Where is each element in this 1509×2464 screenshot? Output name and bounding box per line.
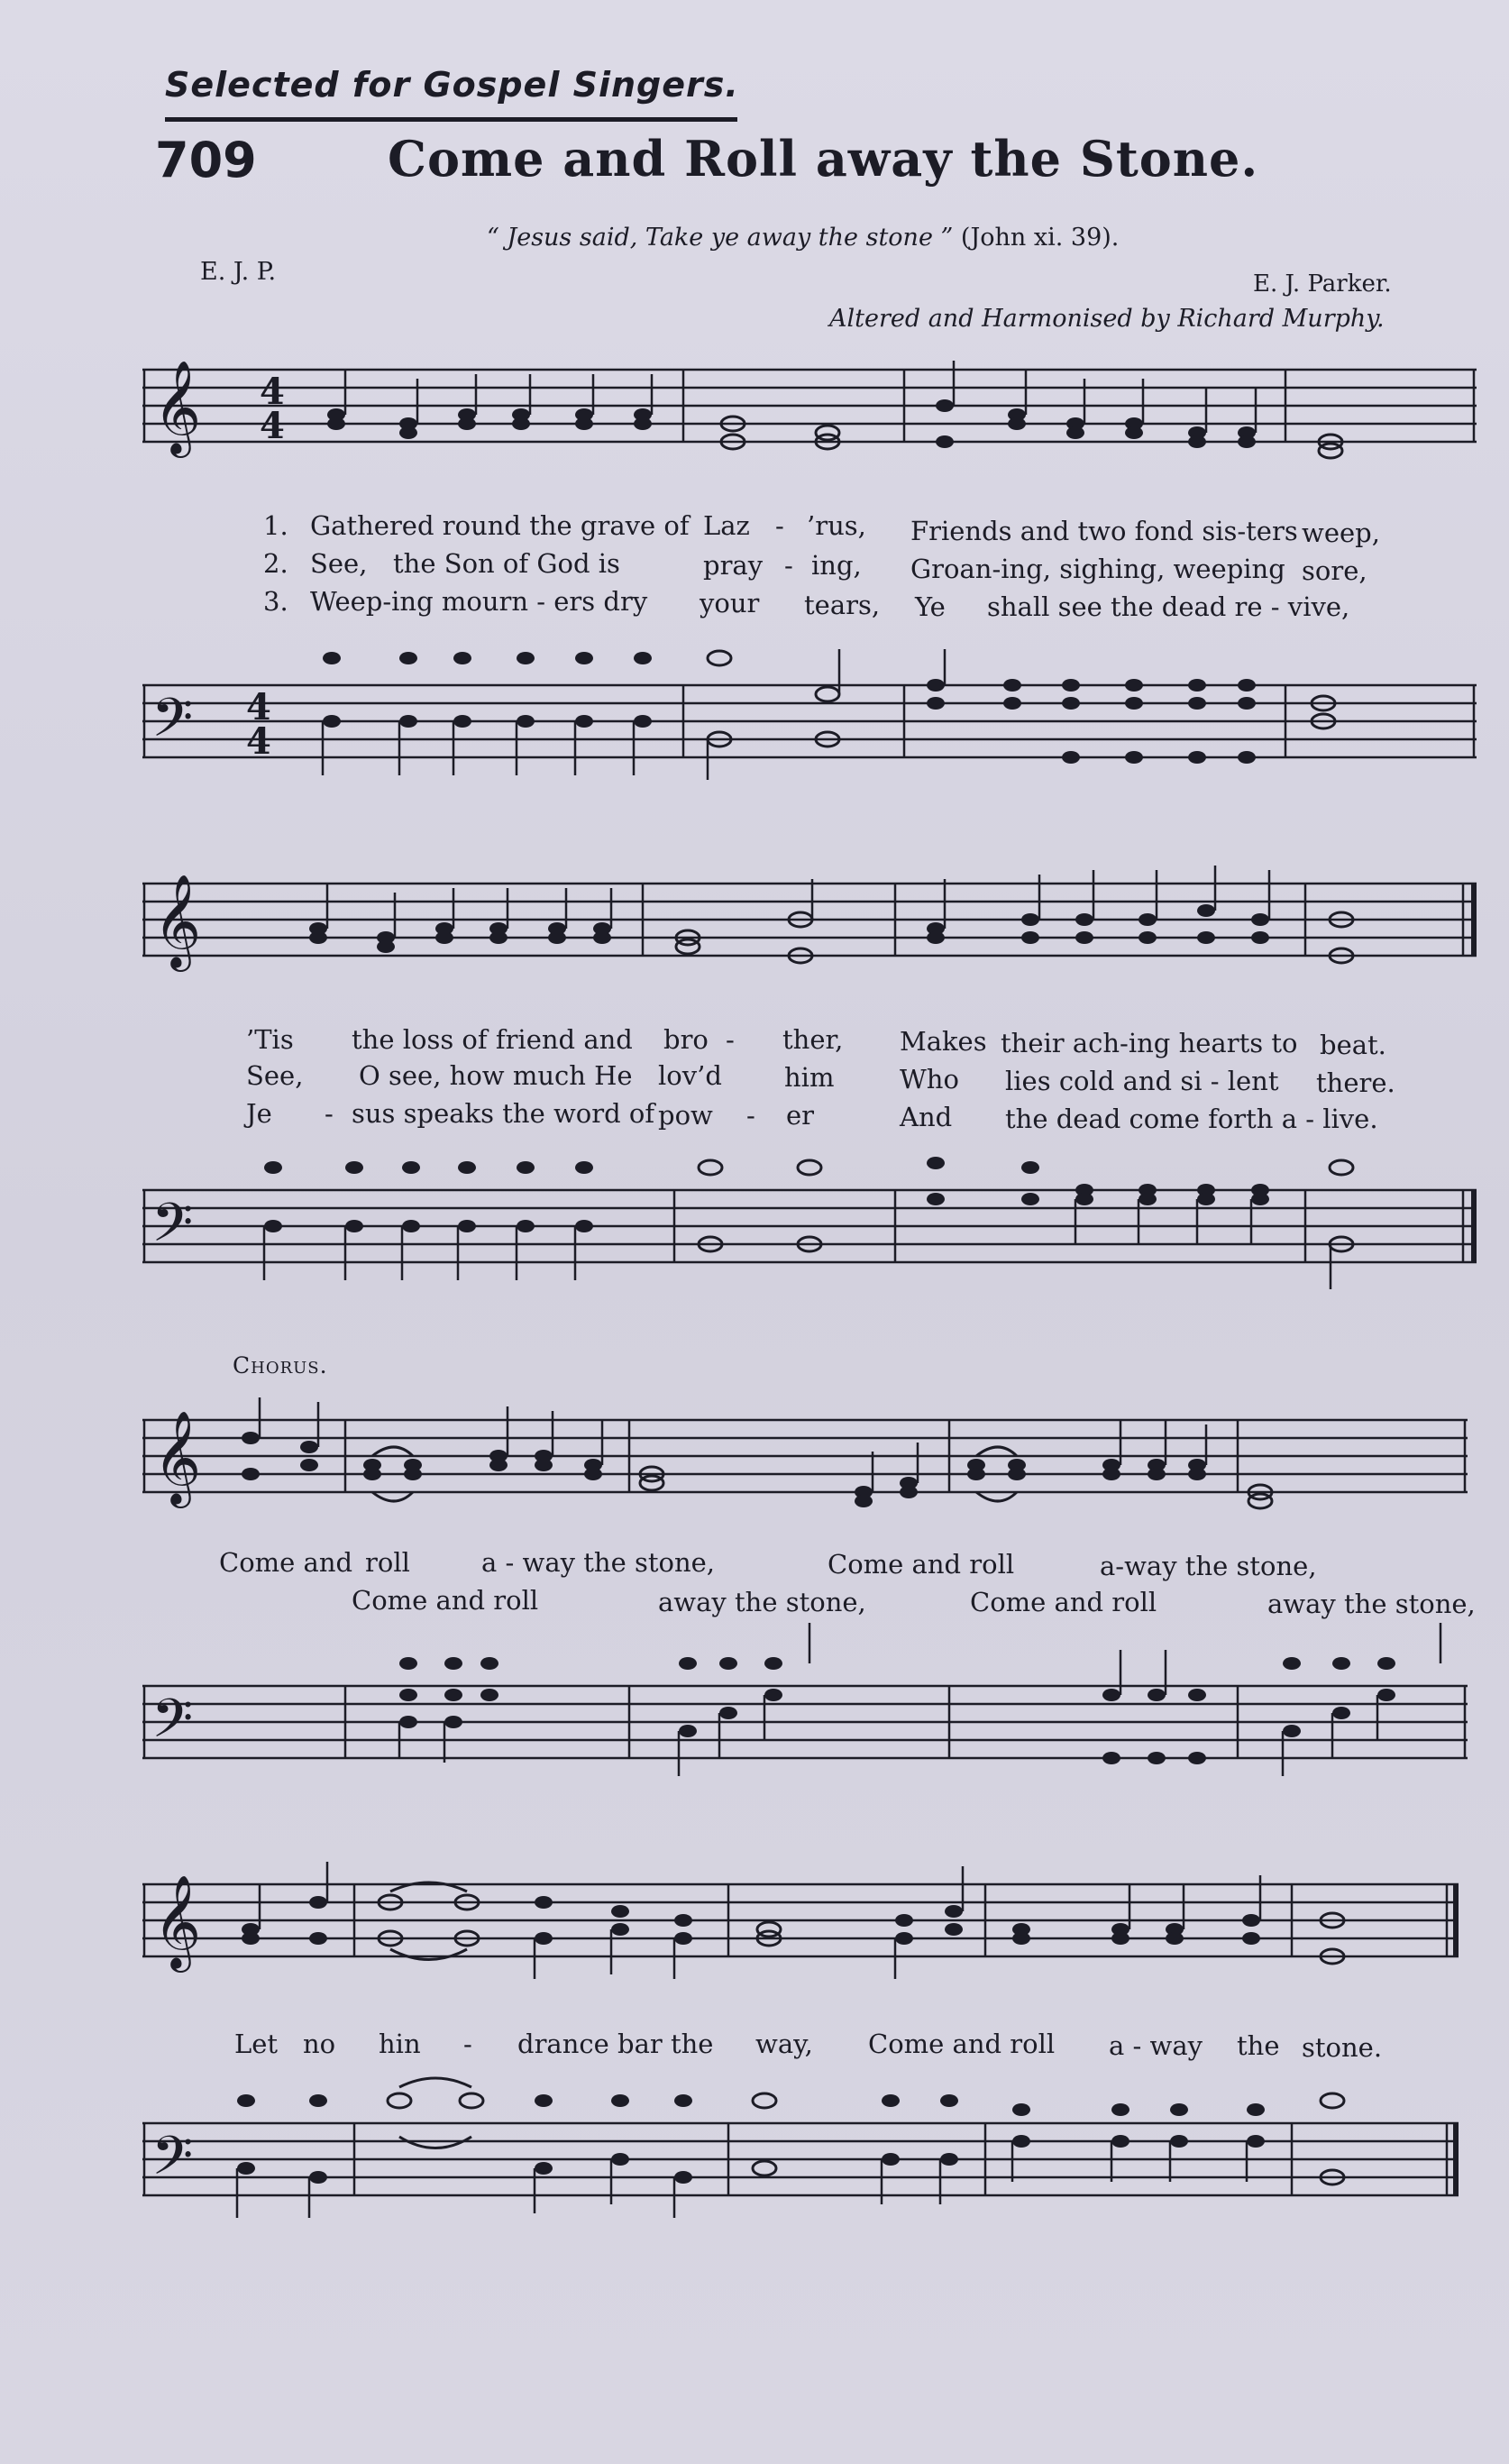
chorus-bass-lyric-1: Come and roll [352, 1585, 539, 1616]
chorus-bass-lyric-4: away the stone, [1267, 1589, 1476, 1619]
chorus-final-lyric-1: Let [234, 2029, 279, 2059]
chorus-treble-lyric-5: a-way the stone, [1100, 1551, 1317, 1581]
treble-clef-icon: 𝄞 [153, 874, 202, 968]
verse-3-line1-d: Ye [915, 591, 946, 622]
verse-2-line1-e: ing, [811, 550, 862, 581]
verse-2-line2-e: Who [900, 1064, 959, 1095]
verse-1-line2-b: the loss of friend and [352, 1024, 633, 1055]
verse-3-line2-c: sus speaks the word of [352, 1098, 655, 1129]
verse-2-line1-f: Groan-ing, sighing, weeping [910, 554, 1285, 584]
chorus-bass-lyric-3: Come and roll [970, 1587, 1157, 1617]
verse-3-line2-b: - [325, 1098, 334, 1129]
verse-1-line1-c: - [775, 510, 784, 541]
verse-3-line2-d: pow [658, 1100, 713, 1131]
verse-2-line1-a: See, [310, 548, 368, 579]
system-2-bass-staff [142, 1145, 1477, 1298]
verse-1-line2-h: beat. [1320, 1030, 1386, 1060]
bass-clef-icon: 𝄢 [151, 1191, 194, 1267]
bass-clef-icon: 𝄢 [151, 686, 194, 762]
verse-3-line1-a: Weep-ing mourn - ers dry [310, 586, 648, 617]
verse-3-line2-f: er [786, 1100, 815, 1131]
svg-text:4: 4 [260, 405, 285, 447]
chorus-final-lyric-3: hin [379, 2029, 421, 2059]
composer-credit: E. J. Parker. [1253, 270, 1392, 298]
chorus-bass-lyric-2: away the stone, [658, 1587, 866, 1617]
chorus-treble-lyric-3: a - way the stone, [481, 1547, 716, 1578]
hymn-title: Come and Roll away the Stone. [388, 130, 1259, 188]
chorus-system-2-bass-staff [142, 2069, 1477, 2231]
verse-1-line1-b: Laz [703, 510, 750, 541]
verse-1-line2-g: their ach-ing hearts to [1001, 1028, 1298, 1058]
verse-2-line1-b: the Son of God is [393, 548, 620, 579]
hymn-number: 709 [155, 132, 257, 188]
verse-3-line1-b: your [700, 588, 760, 618]
treble-clef-icon: 𝄞 [153, 1874, 202, 1969]
verse-2-line1-d: - [784, 550, 793, 581]
bass-clef-icon: 𝄢 [151, 1687, 194, 1763]
chorus-system-1-treble-staff [142, 1393, 1477, 1528]
bass-clef-icon: 𝄢 [151, 2124, 194, 2200]
verse-1-line2-a: ’Tis [246, 1024, 294, 1055]
verse-2-line2-c: lov’d [658, 1060, 722, 1091]
arrangement-credit: Altered and Harmonised by Richard Murphy. [829, 305, 1385, 333]
verse-1-line1-f: weep, [1302, 518, 1380, 548]
verse-2-line1-g: sore, [1302, 555, 1367, 586]
system-2-treble-staff [142, 866, 1477, 992]
svg-text:4: 4 [246, 686, 271, 728]
verse-1-line1-a: Gathered round the grave of [310, 510, 690, 541]
system-1-treble-staff [142, 352, 1477, 478]
chorus-final-lyric-4: - [463, 2029, 472, 2059]
verse-2-line1-c: pray [703, 550, 764, 581]
verse-3-line2-h: the dead come forth a - live. [1005, 1104, 1378, 1134]
chorus-final-lyric-9: the [1237, 2030, 1280, 2061]
svg-text:4: 4 [246, 720, 271, 763]
verse-3-line2-e: - [746, 1100, 755, 1131]
chorus-final-lyric-2: no [303, 2029, 336, 2059]
treble-clef-icon: 𝄞 [153, 1410, 202, 1505]
verse-1-line2-c: bro [663, 1024, 709, 1055]
hymnal-source-header: Selected for Gospel Singers. [165, 65, 739, 105]
epigraph-quote: “ Jesus said, Take ye away the stone ” [487, 224, 954, 252]
chorus-final-lyric-7: Come and roll [868, 2029, 1056, 2059]
verse-2-line2-d: him [784, 1062, 835, 1093]
chorus-treble-lyric-4: Come and roll [828, 1549, 1015, 1580]
chorus-system-2-treble-staff [142, 1857, 1477, 2011]
chorus-treble-lyric-2: roll [365, 1547, 410, 1578]
lyricist-initials: E. J. P. [200, 258, 277, 286]
epigraph-reference: (John xi. 39). [960, 224, 1120, 252]
verse-1-line2-e: ther, [782, 1024, 844, 1055]
verse-1-line2-d: - [726, 1024, 735, 1055]
verse-1-line2-f: Makes [900, 1026, 987, 1057]
chorus-label: Chorus. [233, 1352, 328, 1379]
verse-3-line2-g: And [900, 1102, 953, 1132]
chorus-final-lyric-6: way, [755, 2029, 813, 2059]
chorus-treble-lyric-1: Come and [219, 1547, 353, 1578]
verse-1-line1-e: Friends and two fond sis-ters [910, 516, 1298, 546]
verse-2-line2-b: O see, how much He [359, 1060, 633, 1091]
svg-text:4: 4 [260, 371, 285, 413]
verse-3-number: 3. [263, 586, 288, 617]
system-1-bass-staff [142, 631, 1477, 784]
chorus-final-lyric-8: a - way [1109, 2030, 1203, 2061]
chorus-final-lyric-10: stone. [1302, 2032, 1383, 2063]
verse-3-line1-e: shall see the dead re - vive, [987, 591, 1350, 622]
chorus-system-1-bass-staff [142, 1623, 1477, 1794]
verse-3-line1-c: tears, [804, 590, 881, 620]
header-rule [165, 117, 737, 122]
chorus-final-lyric-5: drance bar the [517, 2029, 714, 2059]
verse-1-number: 1. [263, 510, 288, 541]
epigraph [487, 224, 1119, 252]
treble-clef-icon: 𝄞 [153, 360, 202, 454]
verse-3-line2-a: Je [246, 1098, 272, 1129]
verse-1-line1-d: ’rus, [807, 510, 866, 541]
verse-2-line2-a: See, [246, 1060, 304, 1091]
verse-2-line2-f: lies cold and si - lent [1005, 1066, 1279, 1096]
verse-2-number: 2. [263, 548, 288, 579]
verse-2-line2-g: there. [1316, 1067, 1395, 1098]
